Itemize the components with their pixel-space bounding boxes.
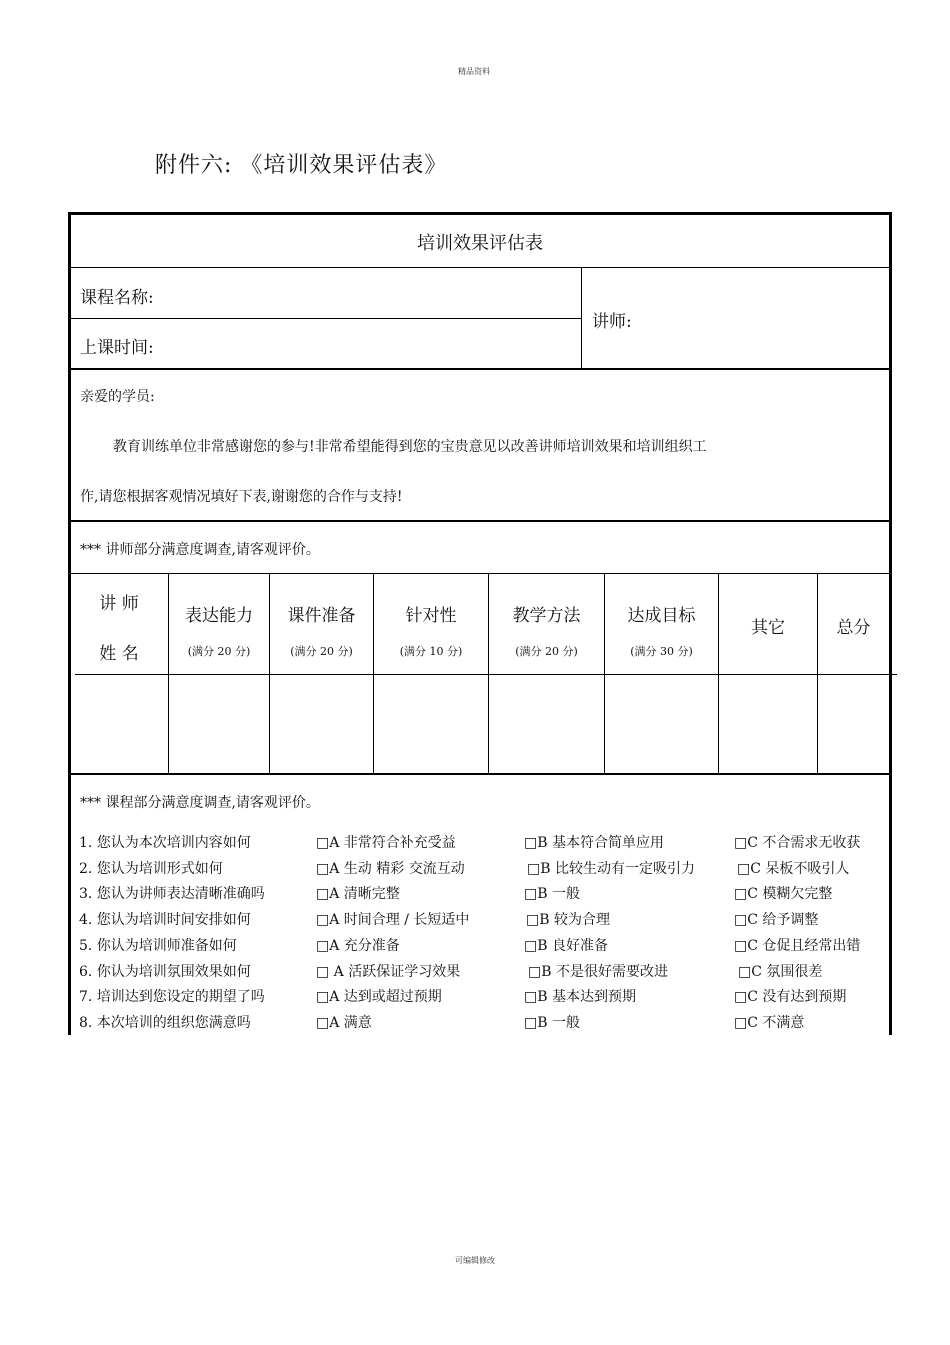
option-b[interactable]: □B 基本符合简单应用 bbox=[524, 835, 664, 851]
col-header-relevance: 针对性 bbox=[405, 606, 457, 626]
col-header-goal: 达成目标 bbox=[627, 606, 696, 626]
intro-line-2: 作,请您根据客观情况填好下表,谢谢您的合作与支持! bbox=[80, 489, 403, 505]
option-b[interactable]: □B 不是很好需要改进 bbox=[528, 964, 668, 980]
option-c[interactable]: □C 模糊欠完整 bbox=[734, 886, 833, 902]
course-section-title: *** 课程部分满意度调查,请客观评价。 bbox=[80, 795, 320, 811]
option-a[interactable]: □A 达到或超过预期 bbox=[316, 989, 442, 1005]
cell-expression-score[interactable] bbox=[171, 677, 267, 771]
col-note-relevance: (满分 10 分) bbox=[399, 645, 463, 658]
lecturer-field[interactable] bbox=[651, 285, 881, 355]
class-time-label: 上课时间: bbox=[80, 338, 154, 358]
attachment-title: 附件六: 《培训效果评估表》 bbox=[155, 153, 448, 178]
table-col-divider bbox=[817, 573, 818, 773]
divider bbox=[71, 773, 889, 775]
col-note-goal: (满分 30 分) bbox=[630, 645, 693, 658]
option-b[interactable]: □B 较为合理 bbox=[526, 912, 610, 928]
question-text: 6. 你认为培训氛围效果如何 bbox=[79, 964, 251, 980]
course-name-field[interactable] bbox=[231, 275, 576, 315]
cell-relevance-score[interactable] bbox=[376, 677, 486, 771]
form-title: 培训效果评估表 bbox=[417, 233, 543, 254]
option-b[interactable]: □B 一般 bbox=[524, 1015, 580, 1031]
option-a[interactable]: □A 清晰完整 bbox=[316, 886, 400, 902]
option-b[interactable]: □B 一般 bbox=[524, 886, 580, 902]
divider bbox=[75, 674, 897, 675]
col-note-teaching-method: (满分 20 分) bbox=[515, 645, 578, 658]
col-note-expression: (满分 20 分) bbox=[187, 645, 251, 658]
option-a[interactable]: □A 生动 精彩 交流互动 bbox=[316, 861, 465, 877]
option-b[interactable]: □B 良好准备 bbox=[524, 938, 608, 954]
intro-line-1: 教育训练单位非常感谢您的参与!非常希望能得到您的宝贵意见以改善讲师培训效果和培训组织工 bbox=[113, 439, 707, 455]
option-c[interactable]: □C 不合需求无收获 bbox=[734, 835, 861, 851]
question-text: 5. 你认为培训师准备如何 bbox=[79, 938, 237, 954]
col-header-expression: 表达能力 bbox=[185, 606, 253, 626]
course-name-label: 课程名称: bbox=[80, 288, 154, 308]
cell-teaching-method-score[interactable] bbox=[491, 677, 602, 771]
question-text: 4. 您认为培训时间安排如何 bbox=[79, 912, 251, 928]
col-header-teaching-method: 教学方法 bbox=[512, 606, 581, 626]
col-header-other: 其它 bbox=[751, 618, 785, 638]
option-b[interactable]: □B 比较生动有一定吸引力 bbox=[527, 861, 695, 877]
cell-goal-score[interactable] bbox=[607, 677, 716, 771]
name-col-header-line2: 姓 名 bbox=[99, 644, 139, 664]
option-c[interactable]: □C 没有达到预期 bbox=[734, 989, 847, 1005]
option-b[interactable]: □B 基本达到预期 bbox=[524, 989, 636, 1005]
option-c[interactable]: □C 仓促且经常出错 bbox=[734, 938, 861, 954]
question-text: 1. 您认为本次培训内容如何 bbox=[79, 835, 251, 851]
lecturer-section-title: *** 讲师部分满意度调查,请客观评价。 bbox=[80, 542, 320, 558]
cell-other[interactable] bbox=[721, 677, 815, 771]
option-c[interactable]: □C 呆板不吸引人 bbox=[737, 861, 850, 877]
divider bbox=[71, 318, 581, 319]
question-text: 2. 您认为培训形式如何 bbox=[79, 861, 223, 877]
divider bbox=[581, 267, 582, 368]
divider bbox=[71, 368, 889, 370]
cell-courseware-score[interactable] bbox=[272, 677, 371, 771]
page-footer: 可编辑修改 bbox=[455, 1256, 495, 1265]
option-a[interactable]: □A 充分准备 bbox=[316, 938, 400, 954]
divider bbox=[71, 267, 889, 268]
table-col-divider bbox=[718, 573, 719, 773]
option-a[interactable]: □A 非常符合补充受益 bbox=[316, 835, 456, 851]
option-c[interactable]: □C 氛围很差 bbox=[738, 964, 823, 980]
question-text: 7. 培训达到您设定的期望了吗 bbox=[79, 989, 265, 1005]
question-text: 3. 您认为讲师表达清晰准确吗 bbox=[79, 886, 265, 902]
option-c[interactable]: □C 不满意 bbox=[734, 1015, 805, 1031]
col-header-courseware: 课件准备 bbox=[287, 606, 356, 626]
option-a[interactable]: □ A 活跃保证学习效果 bbox=[316, 964, 461, 980]
divider bbox=[71, 573, 889, 574]
name-col-header-line1: 讲 师 bbox=[99, 594, 139, 614]
cell-total-score[interactable] bbox=[820, 677, 887, 771]
col-note-courseware: (满分 20 分) bbox=[290, 645, 353, 658]
option-a[interactable]: □A 满意 bbox=[316, 1015, 372, 1031]
col-header-total: 总分 bbox=[836, 618, 871, 638]
page-header: 精品资料 bbox=[458, 67, 490, 76]
option-a[interactable]: □A 时间合理 / 长短适中 bbox=[316, 912, 470, 928]
greeting-text: 亲爱的学员: bbox=[80, 389, 155, 405]
divider bbox=[71, 520, 889, 522]
cell-lecturer-name[interactable] bbox=[73, 677, 166, 771]
question-text: 8. 本次培训的组织您满意吗 bbox=[79, 1015, 251, 1031]
evaluation-form bbox=[68, 212, 892, 1035]
class-time-field[interactable] bbox=[231, 323, 576, 363]
lecturer-label: 讲师: bbox=[592, 312, 632, 332]
option-c[interactable]: □C 给予调整 bbox=[734, 912, 819, 928]
